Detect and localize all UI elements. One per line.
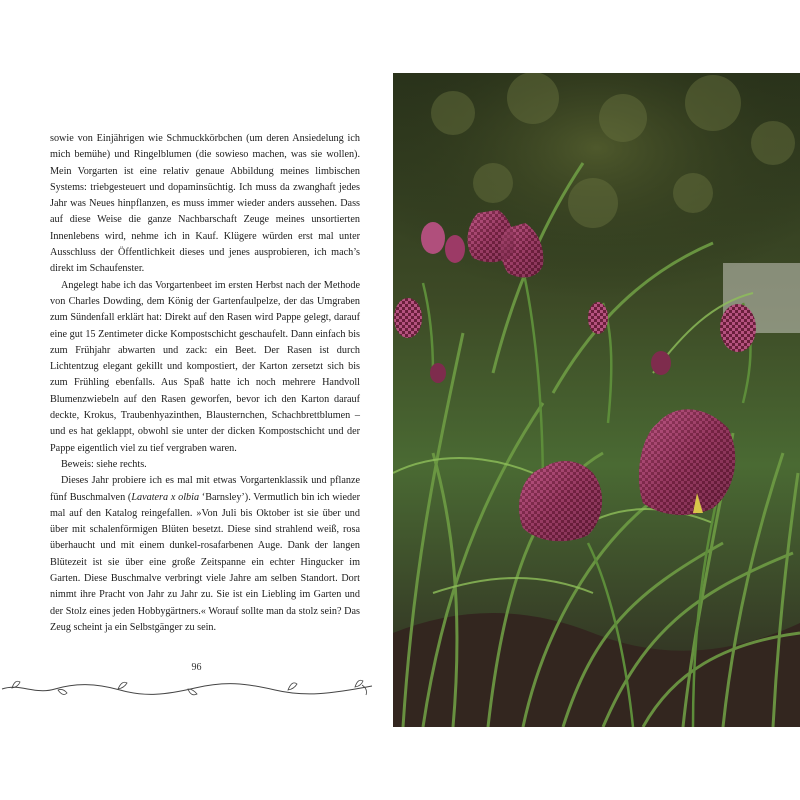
- fritillary-illustration: [393, 73, 800, 727]
- book-spread: [0, 73, 800, 727]
- paragraph-p2: [50, 278, 360, 457]
- paragraph-p3: [50, 457, 360, 473]
- vine-ornament: [0, 673, 380, 703]
- fritillary-photo: [393, 73, 800, 727]
- species-name: Lavatera x olbia: [131, 491, 200, 503]
- paragraph-p1: [50, 131, 360, 278]
- text-run: sowie von Einjährigen wie Schmuckkörbchen (um deren Ansiedelung ich mich bemühe) und Ringelblumen (die sowieso machen, was sie wollen). Mein Vorgarten ist eine relativ genaue Abbildung meines limbischen Systems: triebgesteuert und dopaminsüchtig. Ich muss da zwanghaft jedes Jahr was Neues hinpflanzen, es muss immer wieder anders aussehen. Dass auf diese Weise die ganze Nachbarschaft Zeuge meines unsortierten Innenlebens wird, nehme ich in Kauf. Klügere würden erst mal unter Ausschluss der Öffentlichkeit dieses und jenes ausprobieren, ich mach’s direkt im Schaufenster.: [50, 133, 360, 275]
- body-text: [50, 131, 360, 636]
- text-run: Dieses Jahr probiere ich es mal mit etwas Vorgartenklassik und pflanze fünf Buschmalven (: [50, 475, 360, 503]
- text-run: Beweis: siehe rechts.: [61, 458, 147, 470]
- text-run: Angelegt habe ich das Vorgartenbeet im ersten Herbst nach der Methode von Charles Dowding, dem König der Gartenfaulpelze, der das Umgraben zum Sündenfall erklärt hat: Direkt auf den Rasen wird Pappe gelegt, darauf eine gut 15 Zentimeter dicke Kompostschicht geschaufelt. Dann einfach bis zum Frühjahr abwarten und zack: ein Beet. Der Rasen ist durch Lichtentzug elegant gekillt und kompostiert, der Karton zersetzt sich bis zum Frühling ebenfalls. Aus Spaß hatte ich noch mehrere Handvoll Blumenzwiebeln auf den Rasen geworfen, bevor ich den Karton darauf deckte, Krokus, Traubenhyazinthen, Blausternchen, Schachbrettblumen – und es hat geklappt, obwohl sie unter der dicken Kompostschicht und der Pappe eigentlich viel zu tief vergraben waren.: [50, 279, 360, 454]
- page-number: 96: [191, 662, 202, 673]
- left-page: [0, 73, 393, 727]
- paragraph-p4: [50, 473, 360, 636]
- text-run: ‘Barnsley’). Vermutlich bin ich wieder mal auf den Katalog reingefallen. »Von Juli bis Oktober ist sie über und über mit schalenförmigen Blüten besetzt. Diese sind strahlend weiß, rosa überhaucht und mit einem dunkel-rosafarbenen Auge. Dank der langen Blütezeit ist sie über eine große Zeitspanne ein echter Hingucker im Garten. Diese Buschmalve verbringt viele Jahre am selben Standort. Dort nimmt ihre Pracht von Jahr zu Jahr zu. Sie ist ein Liebling im Garten und der Stolz eines jeden Hobbygärtners.« Worauf sollte man da stolz sein? Das Zeug scheint ja ein Selbstgänger zu sein.: [50, 491, 360, 633]
